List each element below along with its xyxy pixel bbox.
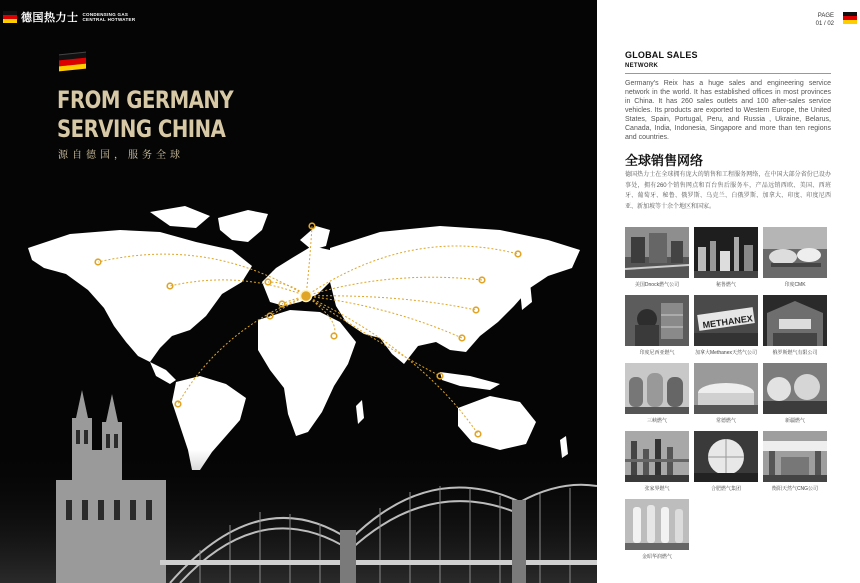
cologne-cityscape bbox=[0, 390, 597, 583]
headline-line-1: FROM GERMANY bbox=[57, 86, 234, 114]
photo-indonesia bbox=[625, 295, 689, 346]
photo-jinzhao bbox=[625, 499, 689, 550]
english-description: Germany's Reix has a huge sales and engineering service network in the world. It has established offices in most provinces in China. It has 260 sales outlets and 100 after-sales service vehicles. Its products are exported to Western Europe, the United States, Spain, Portugal, Peru, and Russia , Ukraine, Belarus, Canada, India, Indonesia, Singapore and more than ten regions and countries. bbox=[625, 80, 831, 141]
brand-tagline-line-1: CONDENSING GAS bbox=[82, 12, 129, 17]
photo-caption: 衡阳天然气CNG公司 bbox=[771, 486, 819, 492]
photo-caption: 印度尼西亚燃气 bbox=[639, 350, 675, 356]
photo-peru bbox=[694, 227, 758, 278]
page-indicator bbox=[816, 12, 834, 28]
bridge-deck bbox=[160, 560, 597, 565]
photo-cmk bbox=[763, 227, 827, 278]
headline-line-2: SERVING CHINA bbox=[57, 115, 226, 143]
page-label: PAGE bbox=[817, 13, 834, 19]
german-flag-icon bbox=[3, 11, 17, 23]
photo-dnock bbox=[625, 227, 689, 278]
bridge-pier bbox=[340, 530, 356, 583]
page-number: 01 / 02 bbox=[815, 21, 834, 27]
photo-caption: 张家界燃气 bbox=[644, 486, 670, 492]
section-subtitle: NETWORK bbox=[625, 63, 659, 69]
headline bbox=[57, 86, 233, 144]
photo-sanxia bbox=[625, 363, 689, 414]
photo-caption: 秘鲁燃气 bbox=[715, 282, 736, 288]
section-title: GLOBAL SALES bbox=[625, 50, 698, 60]
photo-caption: 常德燃气 bbox=[715, 418, 736, 424]
arctic-islands-shape bbox=[150, 206, 210, 228]
chinese-section-title: 全球销售网络 bbox=[625, 153, 704, 168]
north-america-shape bbox=[28, 230, 252, 362]
waving-flag-icon bbox=[59, 52, 86, 72]
photo-caption: 三峡燃气 bbox=[646, 418, 667, 424]
divider bbox=[625, 73, 831, 74]
photo-caption: 加拿大Methanex天然气公司 bbox=[695, 350, 757, 356]
chinese-description: 德国热力士在全球拥有庞大的销售和工程服务网络，在中国大部分省份已设办事处，拥有260个销售网点和百台售后服务车，产品远销西欧、美国、西班牙、葡萄牙、秘鲁、俄罗斯、乌克兰、白俄罗斯、加拿大、印度、印度尼西亚、新加坡等十余个地区和国家。 bbox=[625, 172, 831, 210]
brand-name: 德国热力士 bbox=[21, 12, 79, 24]
photo-caption: 俄罗斯燃气有限公司 bbox=[772, 350, 818, 356]
photo-caption: 金昭华润燃气 bbox=[641, 554, 672, 560]
photo-hefei bbox=[694, 431, 758, 482]
photo-hengyang bbox=[763, 431, 827, 482]
photo-russia bbox=[763, 295, 827, 346]
cathedral-shape bbox=[56, 390, 166, 583]
photo-changde bbox=[694, 363, 758, 414]
methanex-sign-text: METHANEX bbox=[701, 313, 754, 331]
bridge-pier bbox=[512, 500, 526, 583]
german-flag-icon bbox=[843, 12, 857, 24]
info-panel bbox=[597, 0, 860, 583]
brand-tagline bbox=[83, 12, 136, 22]
germany-hub-marker bbox=[301, 291, 312, 302]
photo-caption: 印度CMK bbox=[784, 282, 806, 288]
greenland-shape bbox=[218, 210, 268, 242]
scandinavia-shape bbox=[300, 226, 330, 250]
brand-header bbox=[3, 9, 135, 25]
indonesia-shape bbox=[440, 372, 500, 390]
photo-caption: 新疆燃气 bbox=[784, 418, 805, 424]
photo-caption: 美国Dnock燃气公司 bbox=[634, 282, 680, 288]
photo-caption: 合肥燃气集团 bbox=[710, 486, 741, 492]
photo-xinjiang bbox=[763, 363, 827, 414]
subheadline: 源自德国，服务全球 bbox=[58, 150, 184, 161]
asia-shape bbox=[330, 226, 580, 364]
photo-methanex bbox=[694, 295, 758, 346]
central-america-shape bbox=[150, 362, 176, 384]
photo-zhangjiajie bbox=[625, 431, 689, 482]
brand-tagline-line-2: CENTRAL HOTWATER bbox=[82, 17, 136, 22]
